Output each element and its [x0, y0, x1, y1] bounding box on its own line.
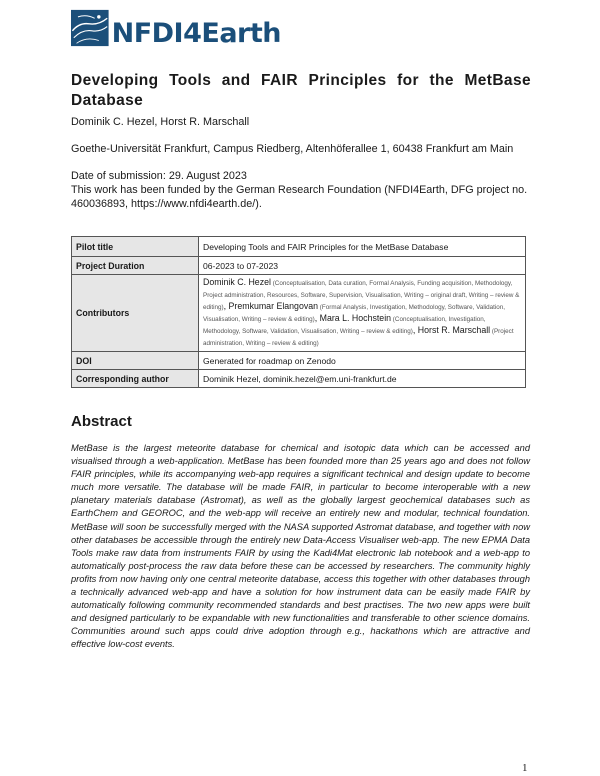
contributors-value: Dominik C. Hezel (Conceptualisation, Data curation, Formal Analysis, Funding acquisition, Methodology, Project administration, Resources, Software, Supervision, Visualisation, Writing – original draft, Writing – review & editing), Premkumar Elangovan (Formal Analysis, Investigation, Methodology, Software, Validation, Visualisation, Writing – review & editing), Mara L. Hochstein (Conceptualisation, Investigation, Methodology, Software, Validation, Visualisation, Writing – review & editing), Horst R. Marschall (Project administration, Writing – review & editing)	[199, 275, 526, 352]
globe-logo-icon	[71, 2, 109, 54]
pilot-title-label: Pilot title	[72, 237, 199, 257]
logo-wordmark: NFDI4Earth	[111, 17, 281, 49]
table-row	[72, 237, 526, 257]
authors: Dominik C. Hezel, Horst R. Marschall	[71, 116, 250, 128]
table-row	[72, 370, 526, 388]
abstract-heading: Abstract	[71, 413, 132, 430]
contributors-label: Contributors	[72, 275, 199, 352]
contributor-name: Horst R. Marschall	[417, 325, 491, 335]
table-row	[72, 352, 526, 370]
page-number: 1	[522, 762, 528, 774]
pilot-info-table	[71, 236, 526, 388]
page-title: Developing Tools and FAIR Principles for the MetBase Database	[71, 72, 531, 109]
doi-value: Generated for roadmap on Zenodo	[199, 352, 526, 370]
table-row	[72, 257, 526, 275]
contributor-roles: (Conceptualisation, Data curation, Formal Analysis, Funding acquisition, Methodology, Project administration, Resources, Software, Supervision, Visualisation, Writing – original draft, Writing – review & editing)	[203, 280, 520, 311]
contributor-roles: (Formal Analysis, Investigation, Methodology, Software, Validation, Visualisation, Writing – review & editing)	[203, 304, 506, 323]
corresponding-author-label: Corresponding author	[72, 370, 199, 388]
nfdi4earth-logo	[71, 2, 281, 54]
table-row	[72, 275, 526, 352]
contributor-name: Mara L. Hochstein	[319, 313, 392, 323]
contributor-roles: (Conceptualisation, Investigation, Methodology, Software, Validation, Visualisation, Writing – review & editing)	[203, 316, 486, 335]
abstract-text: MetBase is the largest meteorite database for chemical and isotopic data which can be accessed and visualised through a web-application. MetBase has been founded more than 25 years ago and does not follow FAIR principles, while its accompanying web-app requires a significant technical and design update to become much more versatile. The database will be made FAIR, in particular to become interoperable with a new planetary materials database (Astromat), as well as the globally largest geochemical databases such as EarthChem and GEOROC, and the web-app will receive an entirely new and modular, technical foundation. MetBase will soon be successfully merged with the NASA supported Astromat database, and together with now other databases be accessible through the entirely new Data-Access Visualiser web-app. The new EPMA Data Tools make raw data from instruments FAIR by using the Kadi4Mat electronic lab notebook and a web-app to automatically post-process the raw data before these can be accessed by researchers. The community highly profits from now having only one central meteorite database, access this together with other databases through a technically advanced web-app and have a solution for how instrument data can be easily made FAIR by automatically following community recommended standards and best practises. The two new apps were built and designed particularly to be expandable with new functionalities and transferable to other science domains. Communities around such apps could drive adoption through e.g., hackathons which are attractive and effective low-cost events.	[71, 443, 530, 650]
duration-value: 06-2023 to 07-2023	[199, 257, 526, 275]
contributor-name: Premkumar Elangovan	[228, 301, 319, 311]
funding-note: This work has been funded by the German Research Foundation (NFDI4Earth, DFG project no. 460036893, https://www.nfdi4earth.de/).	[71, 184, 528, 210]
doi-label: DOI	[72, 352, 199, 370]
pilot-title-value: Developing Tools and FAIR Principles for the MetBase Database	[199, 237, 526, 257]
contributor-name: Dominik C. Hezel	[203, 277, 271, 287]
submission-date: Date of submission: 29. August 2023	[71, 170, 247, 182]
contributor-roles: (Project administration, Writing – review & editing)	[203, 328, 514, 347]
duration-label: Project Duration	[72, 257, 199, 275]
affiliation: Goethe-Universität Frankfurt, Campus Riedberg, Altenhöferallee 1, 60438 Frankfurt am Main	[71, 143, 514, 155]
corresponding-author-value[interactable]: Dominik Hezel, dominik.hezel@em.uni-frankfurt.de	[199, 370, 526, 388]
